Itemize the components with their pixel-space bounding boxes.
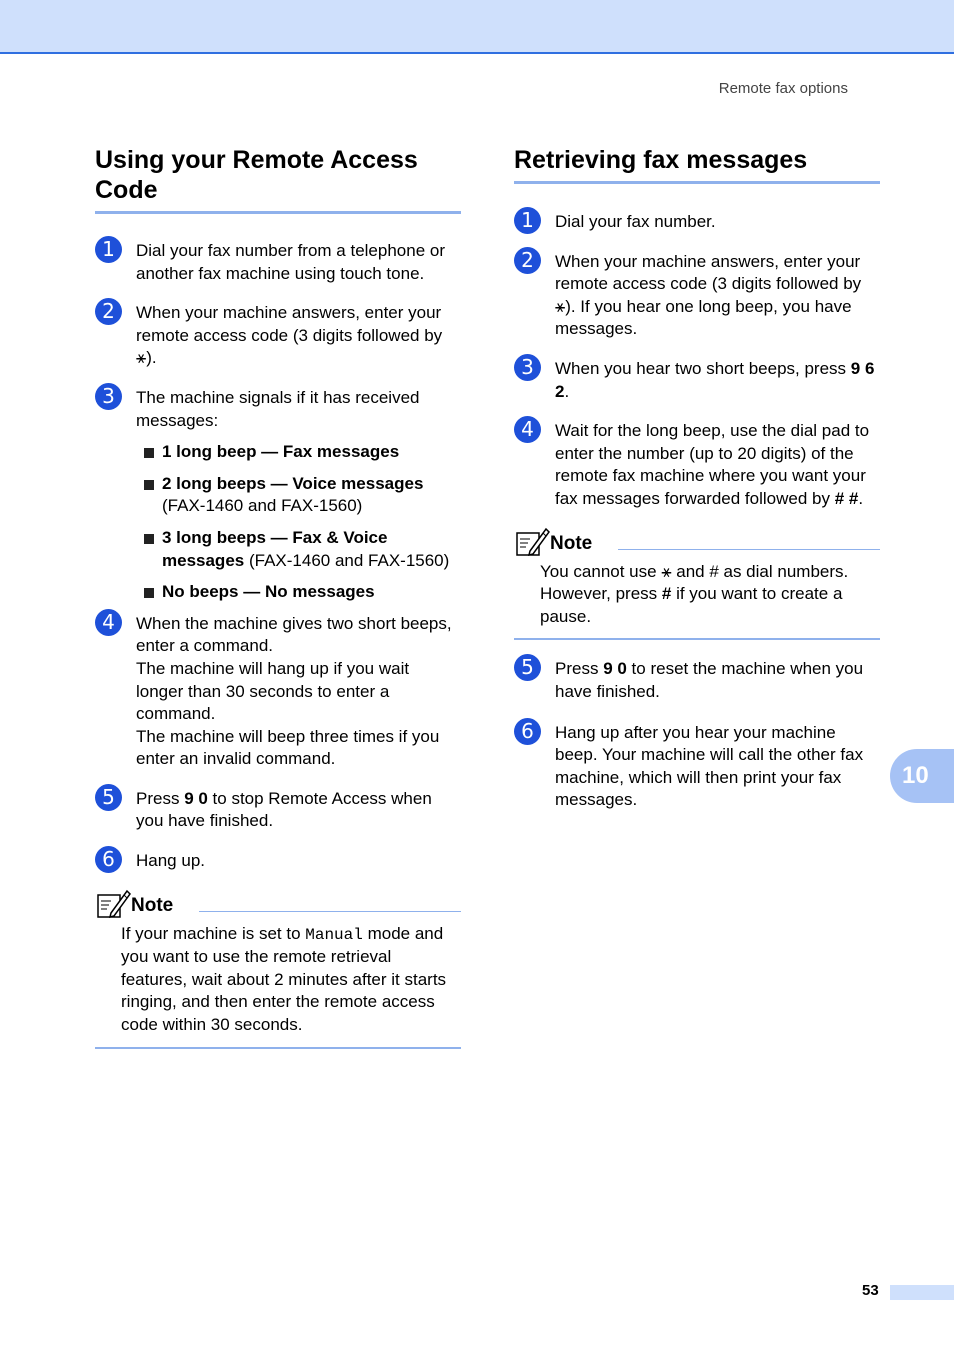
step-4 — [95, 609, 461, 771]
step-number: 5 — [514, 654, 541, 681]
manual-mode-text: Manual — [305, 925, 363, 944]
step-number: 4 — [95, 609, 122, 636]
step-number: 3 — [514, 354, 541, 381]
list-item: 3 long beeps — Fax & Voice messages (FAX-1460 and FAX-1560) — [136, 527, 461, 572]
chapter-tab: 10 — [890, 749, 954, 803]
right-column — [514, 145, 880, 812]
step-text: When the machine gives two short beeps, enter a command. — [136, 613, 452, 656]
step-text: When you hear two short beeps, press 9 6 2. — [555, 358, 875, 401]
step-4 — [514, 417, 880, 510]
note-pencil-icon — [97, 889, 131, 919]
step-number: 2 — [514, 247, 541, 274]
list-item: No beeps — No messages — [136, 581, 461, 604]
step-number: 5 — [95, 784, 122, 811]
star-key-icon: ⚹ — [661, 561, 672, 581]
step-number: 3 — [95, 383, 122, 410]
step-text: The machine will beep three times if you enter an invalid command. — [136, 726, 440, 769]
note-box — [514, 527, 880, 641]
step-1 — [95, 237, 461, 285]
note-divider — [618, 549, 880, 550]
step-number: 2 — [95, 298, 122, 325]
step-text: Hang up after you hear your machine beep. Your machine will call the other fax machine, which will then print your fax messages. — [555, 722, 864, 810]
step-2 — [514, 247, 880, 341]
step-text: Wait for the long beep, use the dial pad to enter the number (up to 20 digits) of the remote fax machine where you want your fax messages forwarded followed by # #. — [555, 421, 870, 508]
section-title-retrieving: Retrieving fax messages — [514, 145, 880, 184]
step-text: Hang up. — [136, 851, 205, 871]
step-text: Dial your fax number from a telephone or another fax machine using touch tone. — [136, 241, 445, 283]
list-item: 1 long beep — Fax messages — [136, 441, 461, 464]
step-number: 1 — [514, 207, 541, 234]
step-number: 1 — [95, 236, 122, 263]
step-text: Press 9 0 to reset the machine when you have finished. — [555, 659, 864, 701]
note-label: Note — [131, 894, 174, 916]
left-column — [95, 145, 461, 1049]
note-text: You cannot use ⚹ and # as dial numbers. However, press # if you want to create a pause. — [540, 561, 849, 626]
step-5 — [95, 784, 461, 833]
step-5 — [514, 655, 880, 703]
note-divider — [199, 911, 461, 912]
step-number: 6 — [95, 846, 122, 873]
star-key-icon: ⚹ — [555, 296, 566, 316]
section-title-remote-access: Using your Remote Access Code — [95, 145, 461, 214]
step-6 — [95, 847, 461, 873]
step-text: Dial your fax number. — [555, 212, 716, 231]
step-text: Press 9 0 to stop Remote Access when you have finished. — [136, 788, 432, 831]
step-3 — [95, 383, 461, 604]
header-band — [0, 0, 954, 54]
step-6 — [514, 718, 880, 812]
note-text: If your machine is set to Manual mode and you want to use the remote retrieval features, wait about 2 minutes after it starts ringing, and then enter the remote access code within 30 seconds. — [121, 923, 447, 1035]
step-2 — [95, 299, 461, 370]
step-3 — [514, 354, 880, 403]
step-text: The machine signals if it has received messages: — [136, 387, 420, 430]
note-box — [95, 889, 461, 1049]
step-text: When your machine answers, enter your remote access code (3 digits followed by ⚹). — [136, 303, 443, 368]
step-text: The machine will hang up if you wait longer than 30 seconds to enter a command. — [136, 658, 410, 724]
page-number-bar — [890, 1285, 954, 1300]
step-1 — [514, 208, 880, 234]
step-text: When your machine answers, enter your remote access code (3 digits followed by ⚹). If you hear one long beep, you have messages. — [555, 251, 862, 339]
beep-list — [136, 441, 461, 604]
step-number: 4 — [514, 416, 541, 443]
note-pencil-icon — [516, 527, 550, 557]
star-key-icon: ⚹ — [136, 348, 147, 368]
list-item: 2 long beeps — Voice messages (FAX-1460 and FAX-1560) — [136, 473, 461, 518]
running-head: Remote fax options — [718, 80, 848, 97]
step-number: 6 — [514, 718, 541, 745]
note-label: Note — [550, 532, 593, 554]
page-number: 53 — [862, 1282, 879, 1299]
